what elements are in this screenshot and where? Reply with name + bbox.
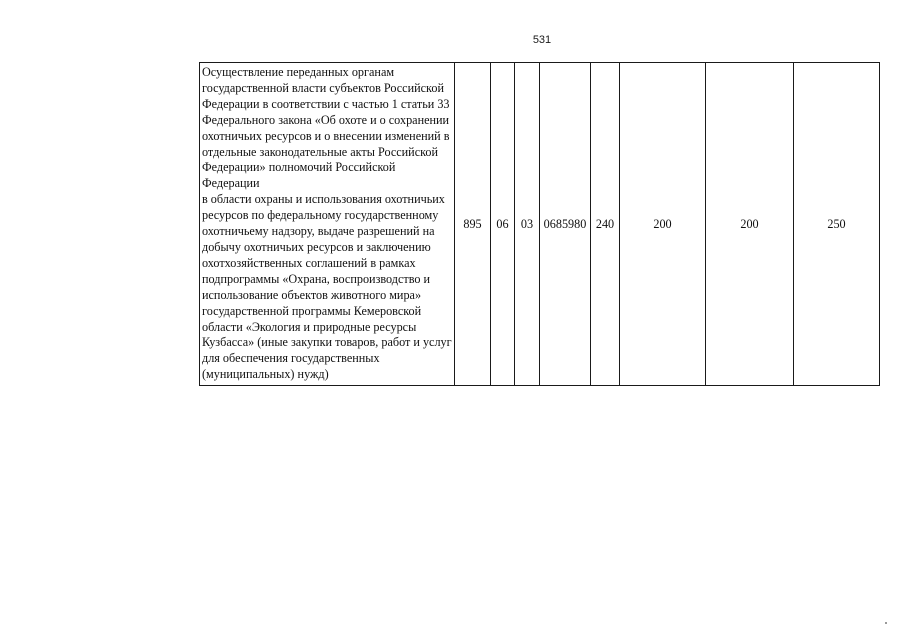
expense-description-cell: Осуществление переданных органам государственной власти субъектов Российской Федерации в соответствии с частью 1 статьи 33 Федерального закона «Об охоте и о сохранении охотничьих ресурсов и о внесении изменений в отдельные законодательные акты Российской Федерации» полномочий Российской Федерации в области охраны и использования охотничьих ресурсов по федеральному государственному охотничьему надзору, выдаче разрешений на добычу охотничьих ресурсов и заключению охотхозяйственных соглашений в рамках подпрограммы «Охрана, воспроизводство и использование объектов животного мира» государственной программы Кемеровской области «Экология и природные ресурсы Кузбасса» (иные закупки товаров, работ и услуг для обеспечения государственных (муниципальных) нужд) (200, 63, 455, 386)
amount-cell-1: 200 (620, 63, 706, 386)
scan-speck (885, 622, 887, 624)
table-row (200, 63, 880, 386)
ministry-code-cell: 895 (455, 63, 491, 386)
budget-table (199, 62, 880, 386)
target-article-cell: 0685980 (540, 63, 591, 386)
subsection-code-cell: 03 (515, 63, 540, 386)
page-number: 531 (532, 34, 552, 46)
expense-type-cell: 240 (591, 63, 620, 386)
section-code-cell: 06 (491, 63, 515, 386)
amount-cell-3: 250 (794, 63, 880, 386)
amount-cell-2: 200 (706, 63, 794, 386)
